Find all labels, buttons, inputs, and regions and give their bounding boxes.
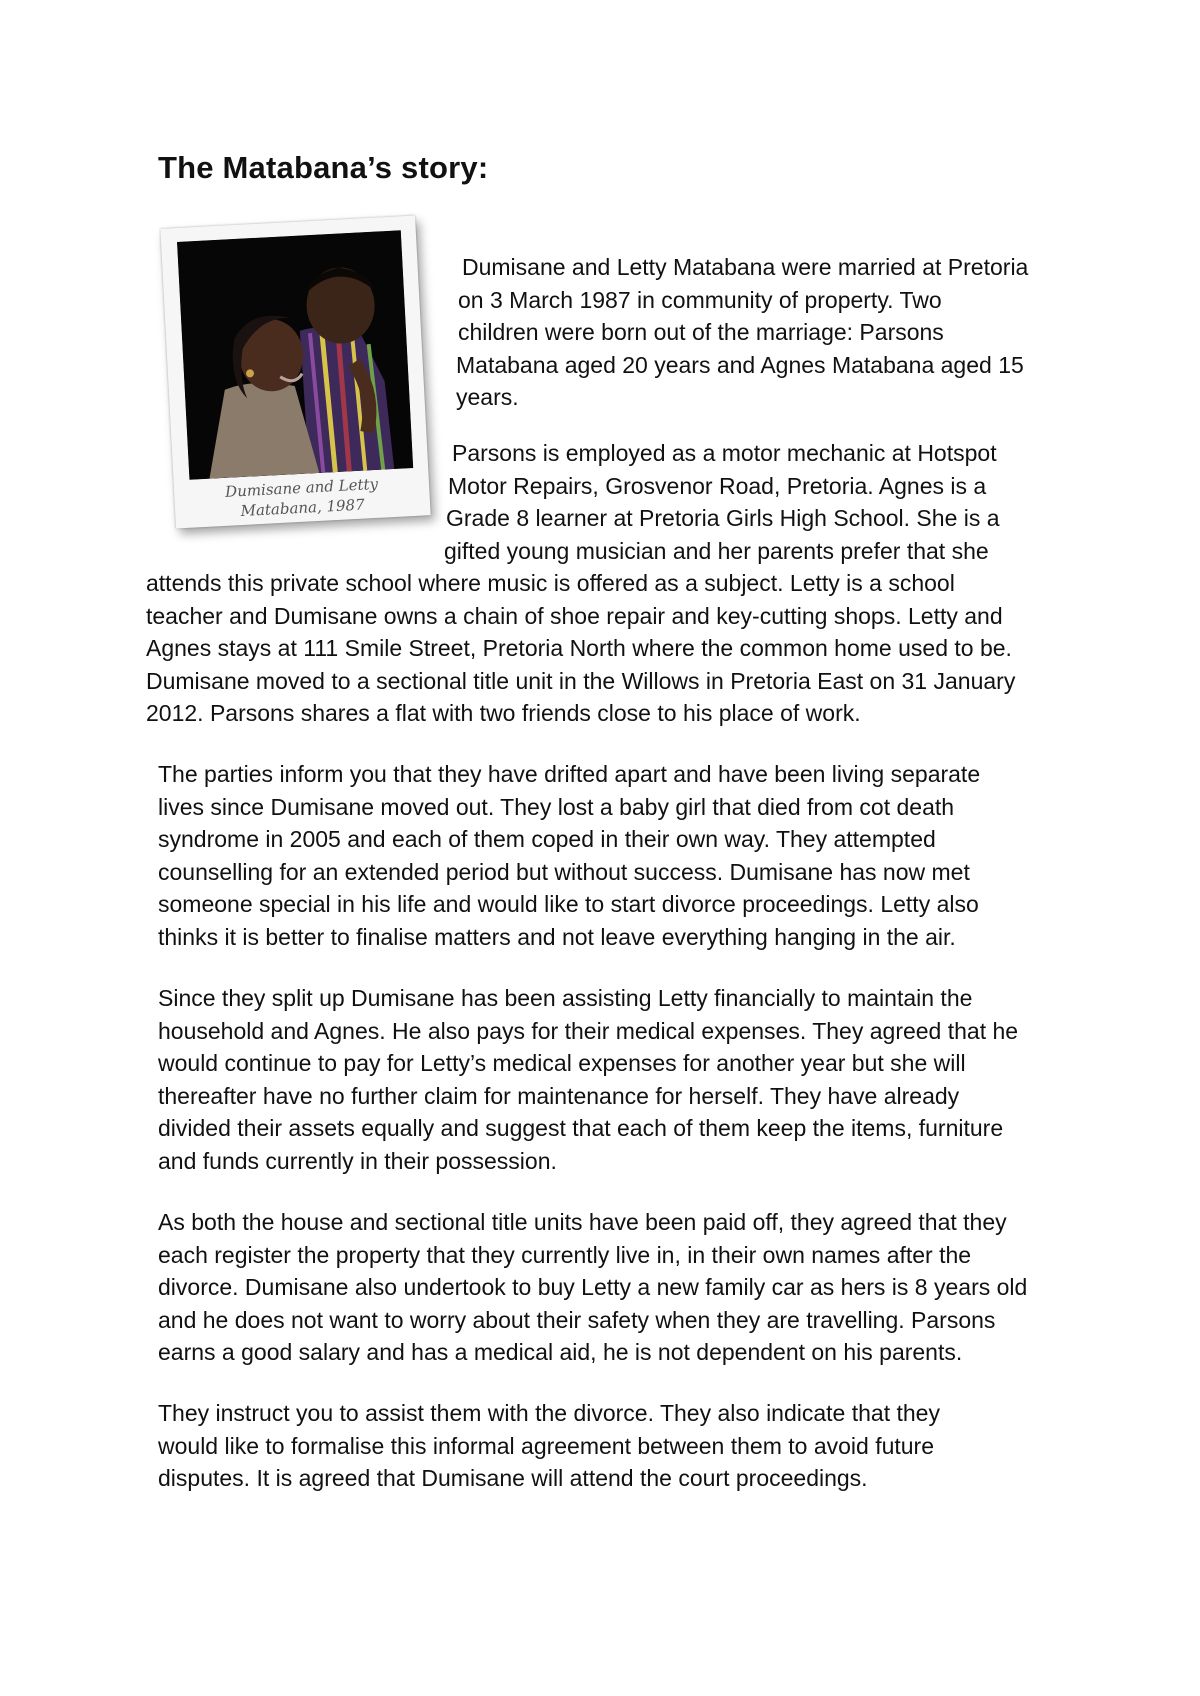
paragraph-3 — [158, 758, 980, 953]
text-line: Grade 8 learner at Pretoria Girls High School. She is a — [446, 505, 1000, 531]
text-line: and he does not want to worry about their safety when they are travelling. Parsons — [158, 1306, 996, 1333]
text-line: would continue to pay for Letty’s medical expenses for another year but she will — [158, 1050, 966, 1076]
text-line: Since they split up Dumisane has been assisting Letty financially to maintain the — [158, 985, 973, 1011]
text-line: Parsons is employed as a motor mechanic at Hotspot — [452, 440, 997, 466]
text-line: each register the property that they currently live in, in their own names after the — [158, 1241, 972, 1268]
paragraph-2 — [146, 437, 1015, 730]
text-line: on 3 March 1987 in community of property. Two — [458, 286, 942, 313]
text-line: 2012. Parsons shares a flat with two friends close to his place of work. — [146, 700, 861, 726]
text-line: Dumisane and Letty Matabana were married at Pretoria — [462, 254, 1029, 280]
text-line: would like to formalise this informal agreement between them to avoid future — [158, 1432, 935, 1459]
paragraph-4 — [158, 982, 1018, 1177]
paragraph-1 — [456, 251, 1029, 414]
text-line: attends this private school where music is offered as a subject. Letty is a school — [146, 570, 955, 596]
text-line: They instruct you to assist them with the divorce. They also indicate that they — [158, 1400, 940, 1426]
text-line: Dumisane moved to a sectional title unit in the Willows in Pretoria East on 31 January — [146, 667, 1016, 694]
text-line: Motor Repairs, Grosvenor Road, Pretoria. Agnes is a — [448, 472, 987, 499]
text-line: divorce. Dumisane also undertook to buy Letty a new family car as hers is 8 years old — [158, 1274, 1028, 1300]
text-line: Matabana aged 20 years and Agnes Matabana aged 15 — [456, 351, 1024, 378]
text-line: children were born out of the marriage: Parsons — [458, 319, 944, 345]
text-line: earns a good salary and has a medical aid, he is not dependent on his parents. — [158, 1339, 963, 1365]
text-line: counselling for an extended period but without success. Dumisane has now met — [158, 858, 970, 885]
photo-caption-line: Dumisane and Letty — [224, 474, 379, 501]
text-line: gifted young musician and her parents prefer that she — [444, 537, 989, 564]
text-line: lives since Dumisane moved out. They lost a baby girl that died from cot death — [158, 793, 955, 820]
text-line: someone special in his life and would like to start divorce proceedings. Letty also — [158, 891, 979, 917]
text-line: The parties inform you that they have drifted apart and have been living separate — [158, 761, 981, 787]
text-line: thinks it is better to finalise matters and not leave everything hanging in the air. — [158, 923, 956, 950]
text-line: thereafter have no further claim for maintenance for herself. They have already — [158, 1082, 960, 1109]
text-line: syndrome in 2005 and each of them coped in their own way. They attempted — [158, 826, 936, 852]
text-line: disputes. It is agreed that Dumisane will attend the court proceedings. — [158, 1465, 868, 1491]
text-line: years. — [456, 384, 519, 410]
page-title: The Matabana’s story: — [158, 150, 489, 185]
paragraph-6 — [158, 1397, 940, 1495]
text-line: Agnes stays at 111 Smile Street, Pretoria North where the common home used to be. — [146, 635, 1012, 661]
paragraph-5 — [158, 1206, 1027, 1369]
photo-caption-line: Matabana, 1987 — [240, 495, 366, 521]
text-line: divided their assets equally and suggest that each of them keep the items, furniture — [158, 1115, 1004, 1141]
text-line: As both the house and sectional title units have been paid off, they agreed that they — [158, 1209, 1007, 1235]
text-line: and funds currently in their possession. — [158, 1147, 557, 1174]
text-line: household and Agnes. He also pays for their medical expenses. They agreed that he — [158, 1017, 1019, 1044]
text-line: teacher and Dumisane owns a chain of shoe repair and key-cutting shops. Letty and — [146, 602, 1003, 629]
